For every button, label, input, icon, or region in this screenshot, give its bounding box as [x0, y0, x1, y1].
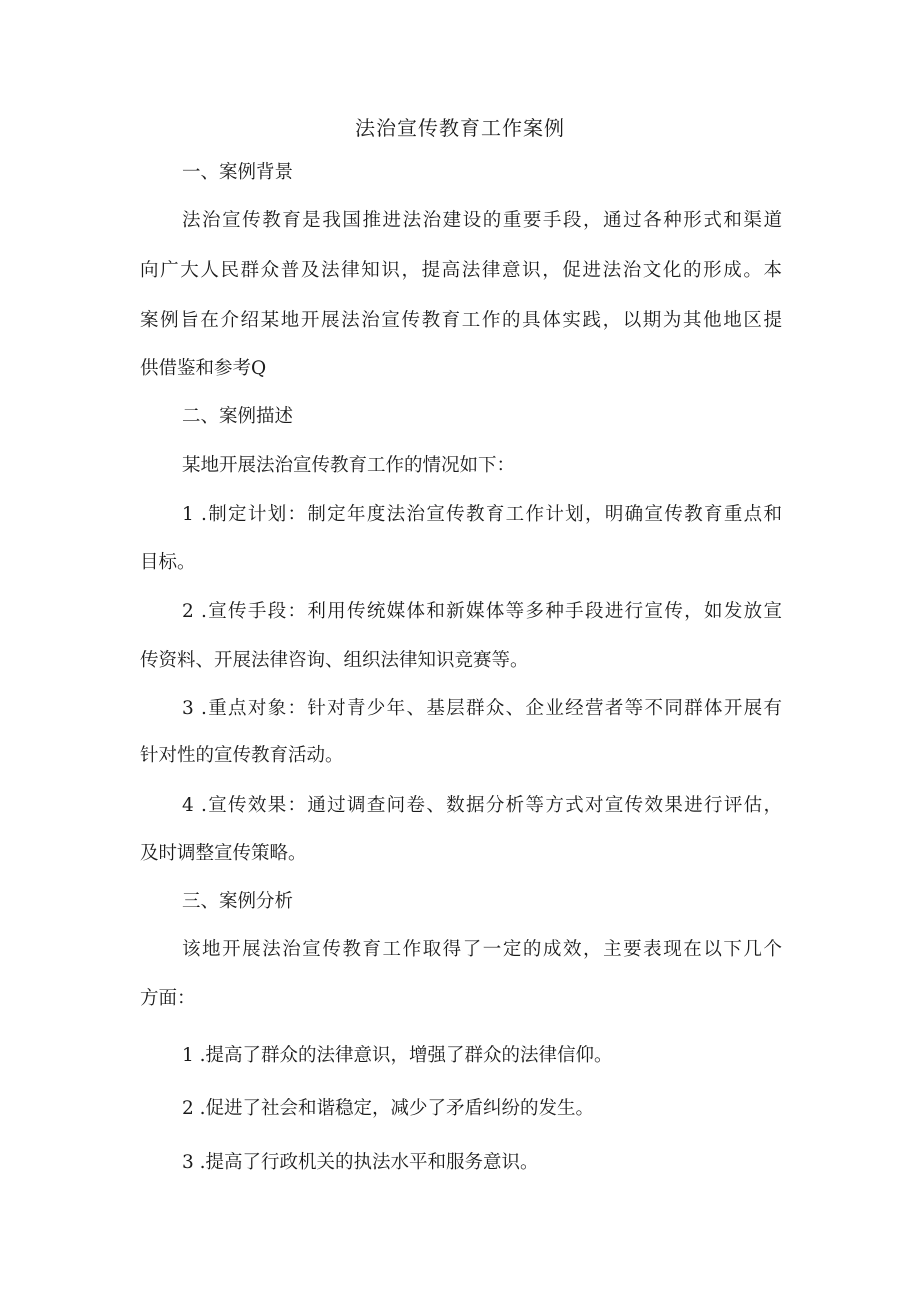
paragraph-line: 法治宣传教育是我国推进法治建设的重要手段，通过各种形式和渠道 — [182, 210, 782, 231]
paragraph-line: 供借鉴和参考Q — [140, 358, 267, 379]
list-item-line: 2 .宣传手段：利用传统媒体和新媒体等多种手段进行宣传，如发放宣 — [182, 601, 782, 622]
list-item-line: 3 .重点对象：针对青少年、基层群众、企业经营者等不同群体开展有 — [182, 698, 782, 719]
list-item-line: 目标。 — [140, 552, 196, 573]
list-item-line: 4 .宣传效果：通过调查问卷、数据分析等方式对宣传效果进行评估， — [182, 795, 782, 816]
paragraph-line: 向广大人民群众普及法律知识，提高法律意识，促进法治文化的形成。本 — [140, 260, 782, 281]
section-heading-analysis: 三、案例分析 — [182, 891, 294, 912]
list-item-line: 2 .促进了社会和谐稳定，减少了矛盾纠纷的发生。 — [182, 1098, 595, 1119]
paragraph-line: 某地开展法治宣传教育工作的情况如下： — [182, 455, 516, 476]
section-heading-background: 一、案例背景 — [182, 162, 294, 183]
list-item-line: 及时调整宣传策略。 — [140, 843, 307, 864]
section-heading-description: 二、案例描述 — [182, 406, 294, 427]
paragraph-line: 案例旨在介绍某地开展法治宣传教育工作的具体实践，以期为其他地区提 — [140, 310, 782, 331]
document-title: 法治宣传教育工作案例 — [355, 116, 565, 140]
list-item-line: 1 .提高了群众的法律意识，增强了群众的法律信仰。 — [182, 1045, 613, 1066]
list-item-line: 针对性的宣传教育活动。 — [140, 745, 344, 766]
list-item-line: 传资料、开展法律咨询、组织法律知识竞赛等。 — [140, 650, 529, 671]
paragraph-line: 该地开展法治宣传教育工作取得了一定的成效，主要表现在以下几个 — [182, 939, 782, 960]
paragraph-line: 方面： — [140, 988, 196, 1009]
list-item-line: 3 .提高了行政机关的执法水平和服务意识。 — [182, 1152, 539, 1173]
list-item-line: 1 .制定计划：制定年度法治宣传教育工作计划，明确宣传教育重点和 — [182, 504, 782, 525]
